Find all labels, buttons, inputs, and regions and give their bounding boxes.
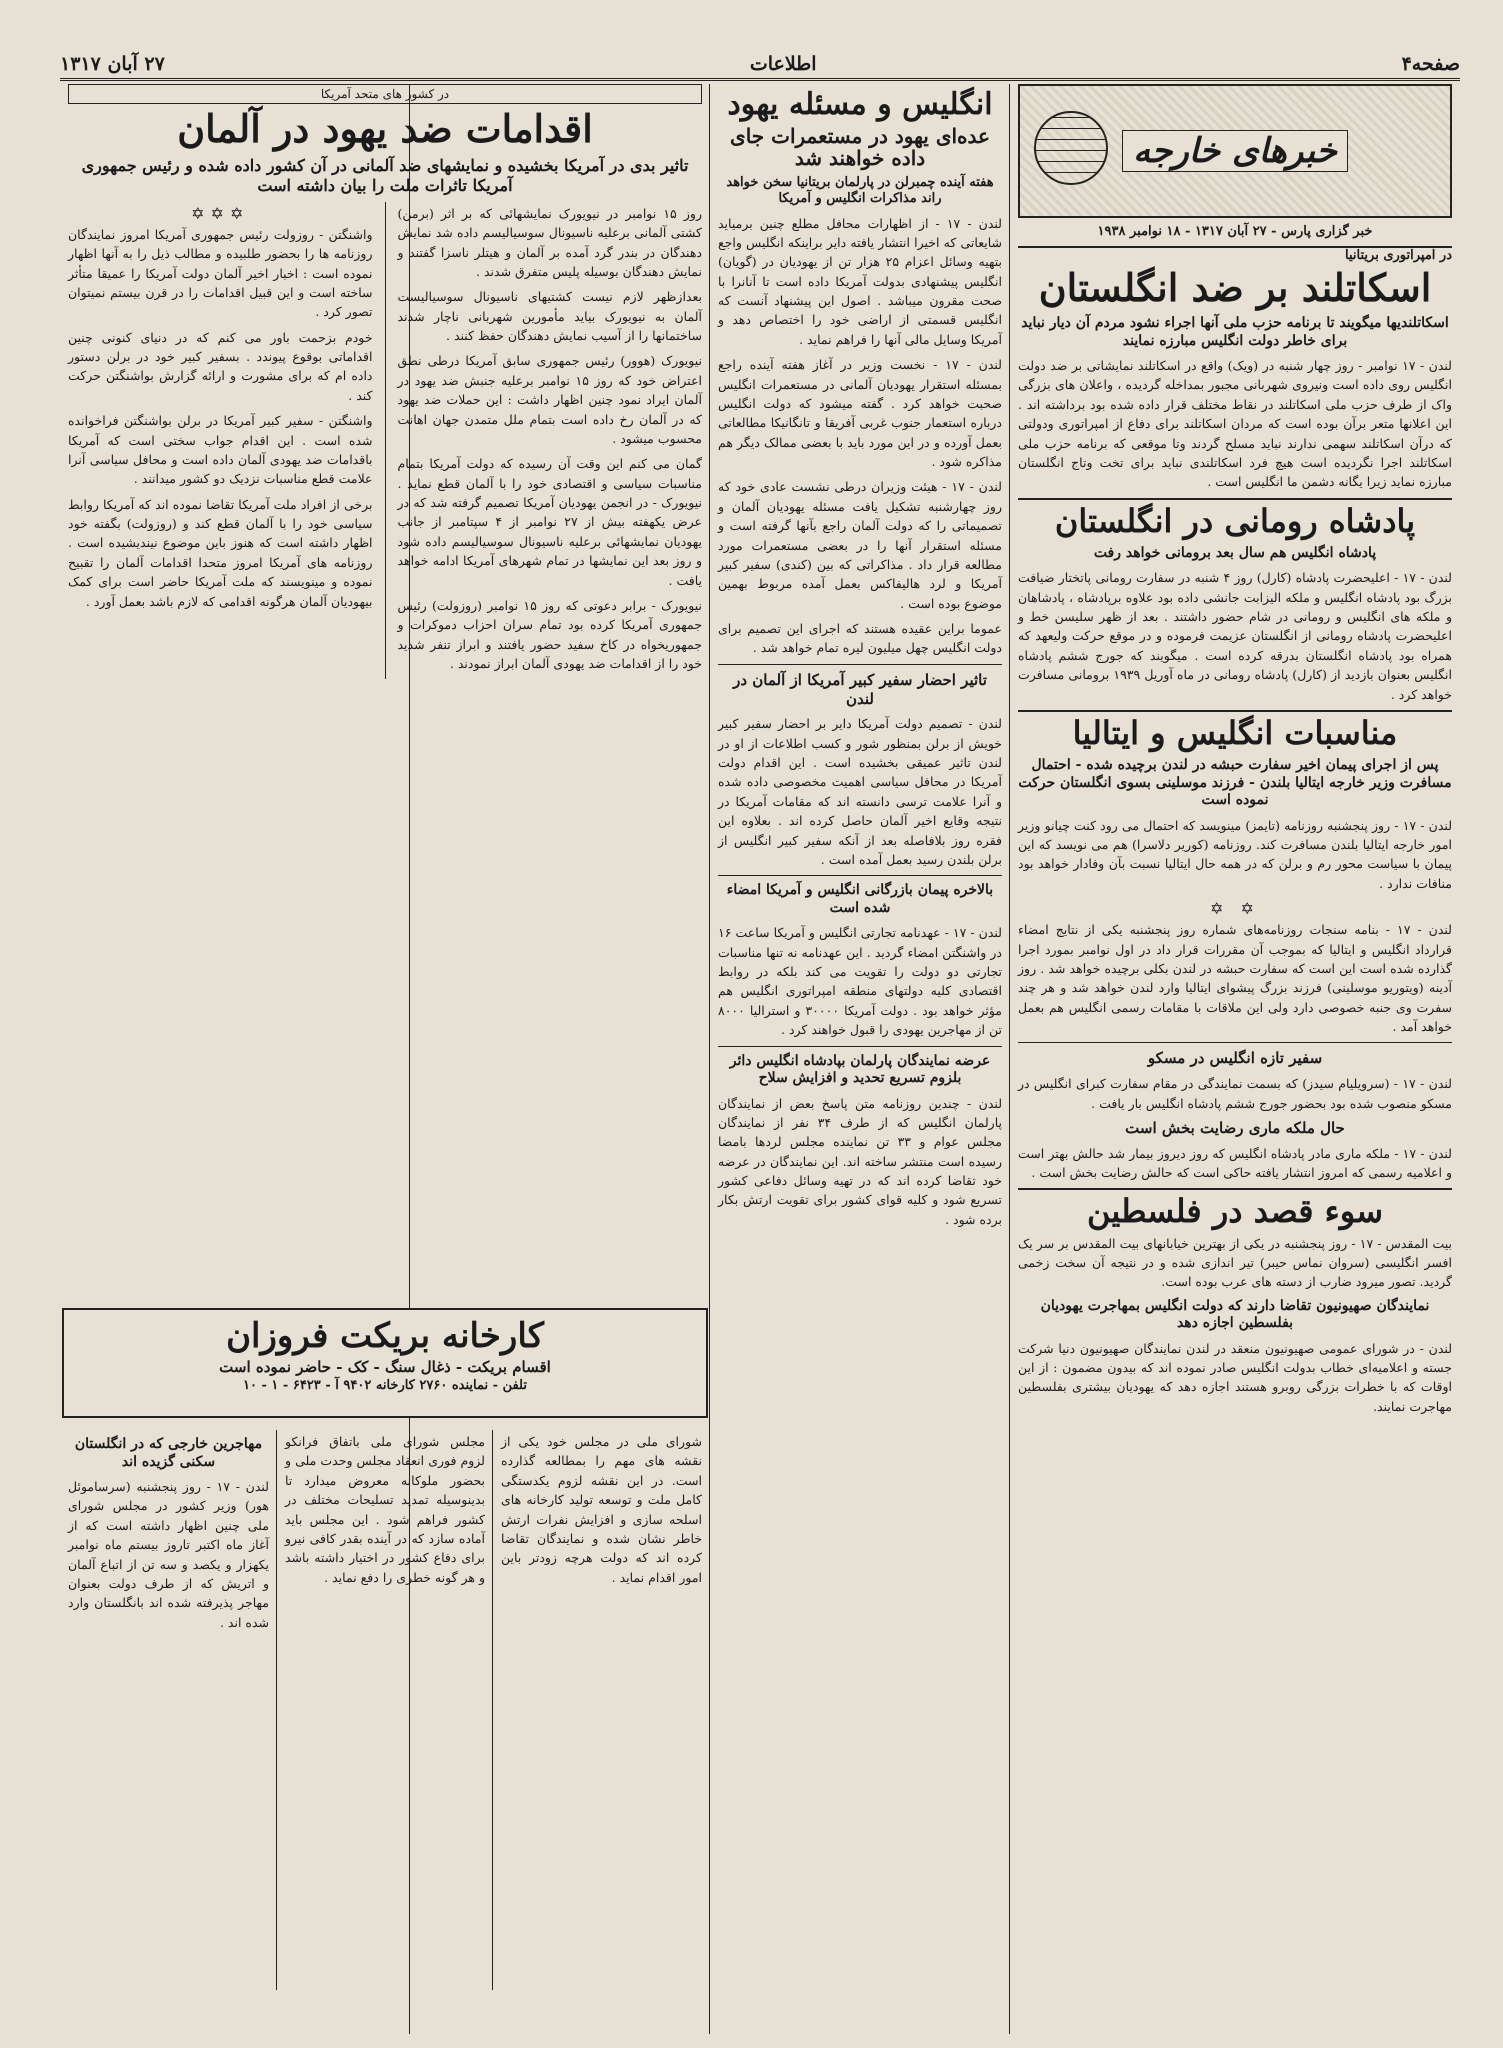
headline-scotland: اسکاتلند بر ضد انگلستان (1038, 265, 1432, 311)
subhead-uk-italy: پس از اجرای پیمان اخیر سفارت حبشه در لندن برچیده شده - احتمال مسافرت وزیر خارجه ایتالیا بلندن - فرزند موسلینی بسوی انگلستان حرکت نموده است (1018, 757, 1452, 809)
headline-palestine: سوء قصد در فلسطین (1086, 1192, 1384, 1231)
story-jews-1: لندن - ۱۷ - از اظهارات محافل مطلع چنین برمیاید شایعاتی که اخیرا انتشار یافته دایر براینکه انگلیس واجع بتهیه وسائل اعزام ۲۵ هزار تن از یهودیان در (گویان) انگلیس پیشنهادی بدولت آمریکا داده است تا آنانرا با صحت مقرون میباشد . اصول این پیشنهاد آنست که انگلیس قسمتی از اراضی خود را اختصاص دهد و آمریکا وسایل مالی آنها را فراهم نماید . (718, 215, 1002, 347)
newspaper-page (60, 50, 1460, 2030)
story-kicker: در امپراتوری بریتانیا (1345, 248, 1452, 264)
story-zionists: لندن - در شورای عمومی صهیونیون منعقد در لندن نمایندگان صهیونیون دنیا شرکت جسته و اعلامیه‌ای خطاب بدولت انگلیس صادر نموده اند که بیدون مضمون : از این اوقات که با خطرات بزرگی روبرو هستند اجازه دهد که یهودیان بیشتری بفلسطین مهاجرت نمایند. (1018, 1340, 1452, 1414)
story-romania-king: لندن - ۱۷ - اعلیحضرت پادشاه (کارل) روز ۴ شنبه در سفارت رومانی پاتختار ضیافت بزرگ بود پادشاه انگلیس و ملکه الیزابت جانشی داده بود علاوه برپادشاه ، پادشاهان و ملکه های انگلیس و رومانی در شام حضور داشتند . بعد از ظهر سلیسن خط و اعلیحضرت پادشاه رومانی از انگلستان عزیمت فرموده و در موقع حرکت ولیعهد که همراه بود پادشاه انگلستان بدرقه کرده است . میگویند که جورج ششم پادشاه انگلیس بعنوان بازدید از (کارل) پادشاه رومانی در ماه آوریل ۱۹۳۹ برومانی مسافرت خواهد کرد . (1018, 570, 1452, 702)
story-germany-h: واشنگتن - سفیر کبیر آمریکا در برلن بواشنگتن فراخوانده شده است . این اقدام جواب سختی است که آمریکا باقدامات ضد یهودی آلمان داده است و محافل سیاسی آنرا علامت قطع مناسبات نزدیک دو کشور میدانند . (68, 413, 373, 487)
headline-england-jews: انگلیس و مسئله یهود (727, 87, 993, 122)
page-header (60, 50, 1460, 81)
ad-title: کارخانه بریکت فروزان (226, 1316, 544, 1356)
ad-products: اقسام بریکت - ذغال سنگ - کک - حاضر نموده است (219, 1358, 551, 1376)
foreign-news-logo (1018, 84, 1452, 218)
headline-ambassador-recall: تاثیر احضار سفیر کبیر آمریکا از آلمان در لندن (733, 670, 987, 708)
story-germany-d: گمان می کنم این وقت آن رسیده که دولت آمریکا بتمام مناسبات سیاسی و اقتصادی خود را با آلمان قطع نماید . نیویورک - در انجمن یهودیان آمریکا تصمیم گرفته شد که در عرض یکهفته بیش از ۲۷ نوامبر از ۴ سپتامبر از جانب یهودیان نمایشهائی برعلیه ناسیونال سوسیالیسم داده شود و روز بعد این نمایشها در تمام شهرهای آمریکا ادامه خواهد یافت . (397, 456, 702, 588)
headline-queen-mary: حال ملکه ماری رضایت بخش است (1125, 1118, 1345, 1137)
story-ambassador-recall: لندن - تصمیم دولت آمریکا دایر بر احضار سفیر کبیر خویش از برلن بمنظور شور و کسب اطلاعات از او در لندن تاثیر عمیقی بخشیده است . این اقدام دولت آمریکا در محافل سیاسی اهمیت مخصوصی داده شده و آنرا علامت ترسی دانسته اند که مقامات آمریکا در نتیجه وقایع اخیر آلمان حاصل کرده اند . بعلاوه این فقره روز بلافاصله بعد از آنکه سفیر کبیر انگلیس از برلن بلندن رسید بعمل آمده است . (718, 716, 1002, 867)
story-germany-f: واشنگتن - روزولت رئیس جمهوری آمریکا امروز نمایندگان روزنامه ها را بحضور طلبیده و مطالب ذیل را به آنها اظهار نموده است : اخبار اخیر آلمان دولت آمریکا را عمیقا متأثر ساخته است و این قبیل اقدامات را در قرن بیستم نمیتوان تصور کرد . (68, 226, 373, 320)
bottom-column-middle (277, 1430, 493, 1990)
column-jewish-question (710, 84, 1010, 2030)
story-uk-italy-cont: لندن - ۱۷ - بنامه سنجات روزنامه‌های شماره روز پنجشنبه یکی از نتایج امضاء قرارداد انگلیس و ایتالیا که بموجب آن مقررات قرار داد در اول نوامبر بمورد اجرا گذارده شده است این است که سفارت حبشه در لندن بکلی برچیده خواهد شد . روز آدینه (ویتوریو موسلینی) فرزند بزرگ پیشوای ایتالیا وارد لندن خواهد شد و هر چند سفرت وی جنبه خصوصی دارد ولی این ملاقات با مقامات رسمی انگلیس هم بعمل خواهد آمد . (1018, 922, 1452, 1035)
story-parliament: شورای ملی در مجلس خود یکی از نقشه های مهم را بمطالعه گذارده است. در این نقشه لزوم یکدستگی کامل ملت و توسعه تولید کارخانه های اسلحه سازی و افزایش نفرات ارتش خاطر نشان شده و نمایندگان تقاضا کرده اند که دولت هرچه زودتر باین امور اقدام نماید . (501, 1434, 702, 1585)
subhead-germany: تاثیر بدی در آمریکا بخشیده و نمایشهای ضد آلمانی در آن کشور داده شده و رئیس جمهوری آمریکا تاثرات ملت را بیان داشته است (81, 155, 689, 195)
bottom-column-right (493, 1430, 710, 1990)
story-immigrants: لندن - ۱۷ - روز پنجشنبه (سرساموئل هور) وزیر کشور در مجلس شورای ملی چنین اظهار داشته است که از آغاز ماه اکتبر تاروز بیستم ماه نوامبر یکهزار و یکصد و سه تن از اتباع آلمان و اتریش که از طرف دولت بعنوان مهاجر پذیرفته شده اند بانگلستان وارد شده اند . (68, 1479, 269, 1630)
column-foreign-news (1010, 84, 1460, 2030)
headline-germany: اقدامات ضد یهود در آلمان (177, 106, 593, 151)
section-title: خبرهای خارجه (1122, 130, 1348, 172)
issue-date: ۲۷ آبان ۱۳۱۷ (60, 53, 165, 75)
subhead-scotland: اسکاتلندیها میگویند تا برنامه حزب ملی آنها اجراء نشود مردم آن دیار نباید برای خاطر دولت انگلیس مبارزه نمایند (1021, 315, 1449, 349)
ad-phone: تلفن - نماینده ۲۷۶۰ کارخانه ۹۴۰۲ آ - ۶۴۲۳ - ۱ - ۱۰ (243, 1378, 527, 1393)
headline-rearmament: عرضه نمایندگان پارلمان بپادشاه انگلیس دائر بلزوم تسریع تحدید و افزایش سلاح (729, 1052, 991, 1086)
story-national-council: مجلس شورای ملی باتفاق فرانکو لزوم فوری انعقاد مجلس وحدت ملی و بحضور ملوکانه معروض میدارد تا بدینوسیله تمدید تسلیحات مختلف در کشور فراهم شود . این مجلس باید آماده سازد که در آینده بقدر کافی نیرو برای دفاع کشور در اختیار داشته باشد و هر گونه خطری را دفع نماید . (285, 1434, 485, 1585)
story-uk-italy: لندن - ۱۷ - روز پنجشنبه روزنامه (تایمز) مینویسد که احتمال می رود کنت چیانو وزیر امور خارجه ایتالیا بلندن مسافرت کند. روزنامه (کوریر دلاسرا) هم می نویسد که این پیمان با سیاست محور رم و برلن که در همه حال ایتالیا نسبت بآن وفادار خواهد بود منافات ندارد . (1018, 817, 1452, 891)
story-germany-b: بعدازظهر لازم نیست کشتیهای ناسیونال سوسیالیست آلمان به نیویورک بیاید مأمورین شهربانی ناچار شدند ساختمانها را از آسیب نمایش دهندگان حفظ کنند . (397, 289, 702, 344)
story-germany-g: خودم بزحمت باور می کنم که در دنیای کنونی چنین اقداماتی بوقوع پیوندد . بسفیر کبیر خود در برلن دستور داده ام که برای مشورت و ارائه گزارش بواشنگتن حرکت کند . (68, 329, 373, 403)
headline-moscow-ambassador: سفیر تازه انگلیس در مسکو (1147, 1049, 1323, 1068)
story-palestine: بیت المقدس - ۱۷ - روز پنجشنبه در یکی از بهترین خیابانهای بیت المقدس بر سر یک افسر انگلیسی (سروان نماس حیبر) تیر اندازی شده و در نتیجه آن سخت زخمی گردید. تصور میرود ضارب از دسته های عرب بوده است. (1018, 1235, 1452, 1290)
story-germany-e: نیویورک - برابر دعوتی که روز ۱۵ نوامبر (روزولت) رئیس جمهوری آمریکا کرده بود تمام سران احزاب دموکرات و جمهوریخواه در کاخ سفید حضور یافتند و ابراز تنفر شدید خود را از اقدامات ضد یهودی آلمان ابراز نمودند . (397, 597, 702, 672)
story-jews-2: لندن - ۱۷ - نخست وزیر در آغاز هفته آینده راجع بمسئله استقرار یهودیان آلمانی در مستعمرات انگلیس صحبت خواهد کرد . گفته میشود که دولت انگلیس درباره استعمار جنوب غربی آفریقا و تانگانیکا مطالعاتی بعمل آورده و در این مورد باید با بعضی ممالک دیگر هم مذاکره شود . (718, 357, 1002, 469)
globe-icon (1034, 111, 1108, 185)
subheadline-colonies: عده‌ای یهود در مستعمرات جای داده خواهند شد (730, 124, 990, 170)
story-trade-pact: لندن - ۱۷ - عهدنامه تجارتی انگلیس و آمریکا ساعت ۱۶ در واشنگتن امضاء گردید . این عهدنامه نه تنها مناسبات تجارتی دو دولت را تقویت می کند بلکه در روابط اقتصادی کلیه دولتهای منطقه امپراتوری انگلیس هم مؤثر خواهد بود . دولت آمریکا ۳۰۰۰۰ و استرالیا ۸۰۰۰ تن از مهاجرین یهودی را قبول خواهند کرد . (718, 925, 1002, 1038)
subhead-romania-king: پادشاه انگلیس هم سال بعد برومانی خواهد رفت (1093, 544, 1377, 561)
headline-uk-italy: مناسبات انگلیس و ایتالیا (1072, 713, 1398, 752)
story-rearmament: لندن - چندین روزنامه متن پاسخ بعض از نمایندگان پارلمان انگلیس که از طرف ۳۴ نفر از نمایندگان مجلس عوام و ۳۳ تن نماینده مجلس لردها بامضا رسیده است منتشر ساخته اند. این نمایندگان در عرضه خود تقاضا کرده اند که در تهیه وسائل دفاعی کشور تسریع شود و کلیه قوای کشور برای تقویت ارتش بکار برده شود . (718, 1095, 1002, 1227)
story-germany-i: برخی از افراد ملت آمریکا تقاضا نموده اند که آمریکا روابط سیاسی خود را با آلمان قطع کند و (روزولت) بگفته خود اظهار داشته است که هنوز باین موضوع نیندیشیده است . روزنامه های آمریکا امروز متحدا اقدامات آلمان را تقبیح نموده و مینویسند که ملت آمریکا حاضر است برای کمک بیهودیان آلمان هرگونه اقدامی که لازم باشد بعمل آورد . (68, 496, 373, 609)
page-number: صفحه۴ (1401, 53, 1460, 75)
headline-zionists: نمایندگان صهیونیون تقاضا دارند که دولت انگلیس بمهاجرت یهودیان بفلسطین اجازه دهد (1040, 1297, 1430, 1332)
advertisement-briquette (62, 1308, 708, 1418)
column-anti-jewish-germany (60, 84, 710, 1304)
headline-immigrants: مهاجرین خارجی که در انگلستان سکنی گزیده اند (74, 1436, 263, 1470)
subhead-chamberlain: هفته آینده چمبرلن در پارلمان بریتانیا سخن خواهد راند مذاکرات انگلیس و آمریکا (726, 175, 994, 207)
dateline: خبر گزاری پارس - ۲۷ آبان ۱۳۱۷ - ۱۸ نوامبر ۱۹۳۸ (1097, 224, 1373, 239)
story-moscow-ambassador: لندن - ۱۷ - (سرویلیام سیدز) که بسمت نمایندگی در مقام سفارت کبرای انگلیس در مسکو منصوب شده بود بحضور جورج ششم پادشاه انگلیس بار یافت . (1018, 1076, 1452, 1111)
headline-trade-pact: بالاخره پیمان بازرگانی انگلیس و آمریکا امضاء شده است (726, 882, 994, 916)
story-scotland: لندن - ۱۷ نوامبر - روز چهار شنبه در (ویک) واقع در اسکاتلند نمایشاتی بر ضد دولت انگلیس روی داده است ونیروی شهربانی مجبور بمداخله گردیده ، واعلان های بزرگی واک از طرف حزب ملی اسکاتلند در نقاط مختلف قرار داده شده بود برداشته اند . این اعلانها متعر برآن بوده است که مردان اسکاتلند برای دفاع از امپراتوری ودولتی که درآن اسکاتلند سهمی ندارند نباید مسلح گردند وتا موقعی که برنامه حزب ملی اسکاتلند اجرا نگردیده است هیچ فرد اسکاتلندی نباید برای تخت وتاج انگلستان مبارزه نماید زیرا یگانه دشمن ما انگلیس است . (1018, 358, 1452, 490)
story-kicker-usa: در کشور های متحد آمریکا (68, 84, 702, 104)
story-germany-c: نیویورک (هوور) رئیس جمهوری سابق آمریکا درطی نطق اعتراض خود که روز ۱۵ نوامبر برعلیه جنبش ضد یهود در آلمان ایراد نمود چنین اظهار داشت : این حملات ضد یهود که در آلمان رخ داده است بتمام ملل متمدن جهان اهانت محسوب میشود . (397, 353, 703, 446)
separator-stars: ✡ ✡ (1210, 899, 1260, 919)
paper-name: اطلاعات (749, 53, 817, 75)
story-germany-a: روز ۱۵ نوامبر در نیویورک نمایشهائی که بر اثر (برمن) کشتی آلمانی برعلیه ناسیونال سوسیالیسم داده شد نمایش دهندگان در بندر گرد آمده بر آلمان و هیتلر ناسزا گفتند و نمایش دهندگان بوسیله پلیس متفرق شدند . (397, 205, 702, 279)
story-jews-4: عموما براین عقیده هستند که اجرای این تصمیم برای دولت انگلیس چهل میلیون لیره تمام خواهد شد . (718, 621, 1002, 656)
headline-romania-king: پادشاه رومانی در انگلستان (1054, 501, 1416, 540)
bottom-column-left (60, 1430, 277, 1990)
story-jews-3: لندن - ۱۷ - هیئت وزیران درطی نشست عادی خود که روز چهارشنبه تشکیل یافت مسئله یهودیان آلمان و تصمیماتی را که دولت آلمان راجع بآنها گرفته است و مسئله استقرار آنها را در بعضی مستعمرات مورد مطالعه قرار داد . مذاکراتی که بین (کندی) سفیر کبیر آمریکا و لرد هالیفاکس بعمل آمده مربوط بهمین موضوع بوده است . (718, 479, 1002, 611)
story-queen-mary: لندن - ۱۷ - ملکه ماری مادر پادشاه انگلیس که روز دیروز بیمار شد حالش بهتر است و اعلامیه رسمی که امروز انتشار یافته حاکی است که حالش رضایت بخش است . (1018, 1145, 1452, 1181)
separator-stars: ✡✡✡ (191, 203, 250, 223)
